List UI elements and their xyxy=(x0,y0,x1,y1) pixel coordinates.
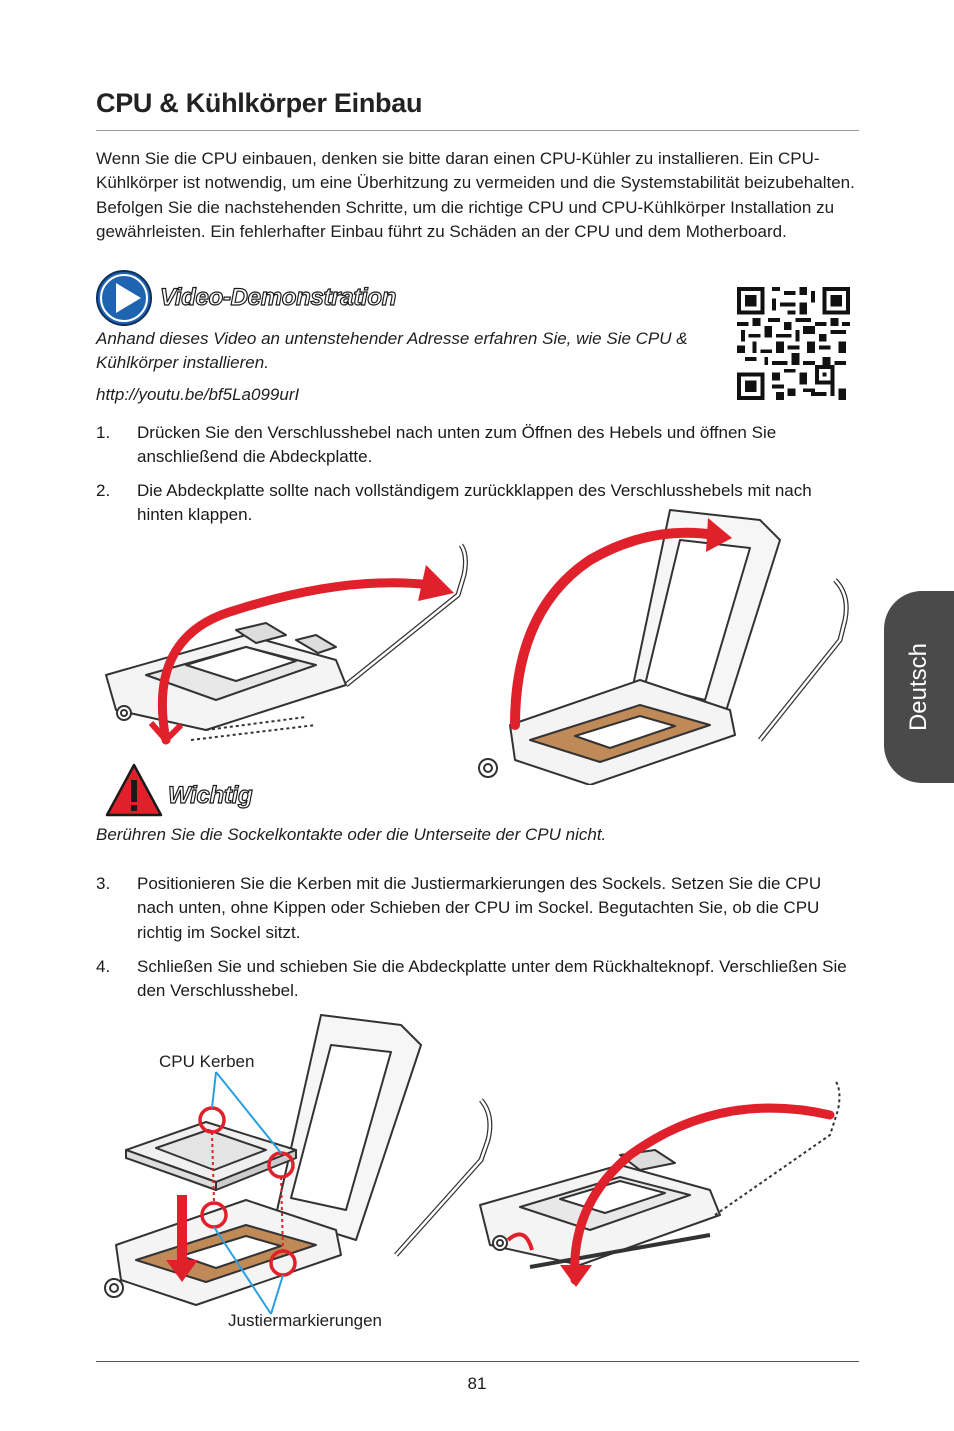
language-tab xyxy=(884,591,954,783)
page-number: 81 xyxy=(467,1374,487,1393)
warning-icon xyxy=(104,762,164,818)
title-divider xyxy=(96,130,859,131)
play-icon xyxy=(94,268,154,328)
step-text: Die Abdeckplatte sollte nach vollständigem zurückklappen des Verschlusshebels mit nach hinten klappen. xyxy=(137,481,812,525)
video-heading: Video-Demonstration xyxy=(160,284,397,311)
step-1 xyxy=(96,421,858,471)
step-number: 4. xyxy=(96,957,111,976)
footer-divider xyxy=(96,1361,859,1362)
video-url[interactable]: http://youtu.be/bf5La099urI xyxy=(96,385,300,404)
step-3 xyxy=(96,872,858,947)
step-number: 3. xyxy=(96,874,111,893)
video-description: Anhand dieses Video an untenstehender Adresse erfahren Sie, wie Sie CPU & Kühlkörper installieren. xyxy=(96,329,688,373)
language-tab-label: Deutsch xyxy=(905,642,932,732)
step-number: 1. xyxy=(96,423,111,442)
qr-code xyxy=(737,287,850,400)
step-4 xyxy=(96,955,858,1005)
step-text: Schließen Sie und schieben Sie die Abdeckplatte unter dem Rückhalteknopf. Verschließen Sie den Verschlusshebel. xyxy=(137,957,847,1001)
warning-text: Berühren Sie die Sockelkontakte oder die Unterseite der CPU nicht. xyxy=(96,825,607,844)
intro-paragraph: Wenn Sie die CPU einbauen, denken sie bitte daran einen CPU-Kühler zu installieren. Ein CPU-Kühlkörper ist notwendig, um eine Überhitzung zu vermeiden und die Systemstabilität beizubehalten. Befolgen Sie die nachstehenden Schritte, um die richtige CPU und CPU-Kühlkörper Installation zu gewährleisten. Ein fehlerhafter Einbau führt zu Schäden an der CPU und dem Motherboard. xyxy=(96,149,855,241)
cpu-notches-label: CPU Kerben xyxy=(159,1052,255,1071)
warning-heading: Wichtig xyxy=(168,782,253,809)
alignment-keys-label: Justiermarkierungen xyxy=(228,1311,383,1330)
step-text: Drücken Sie den Verschlusshebel nach unten zum Öffnen des Hebels und öffnen Sie anschließend die Abdeckplatte. xyxy=(137,423,777,467)
step-number: 2. xyxy=(96,481,111,500)
socket-open-plate-illustration xyxy=(470,500,860,785)
cpu-alignment-illustration xyxy=(96,1010,506,1320)
socket-close-illustration xyxy=(470,1075,860,1295)
socket-open-lever-illustration xyxy=(96,535,476,755)
page-title: CPU & Kühlkörper Einbau xyxy=(96,88,423,118)
step-text: Positionieren Sie die Kerben mit die Justiermarkierungen des Sockels. Setzen Sie die CPU nach unten, ohne Kippen oder Schieben der CPU im Sockel. Begutachten Sie, ob die CPU richtig im Sockel sitzt. xyxy=(137,874,822,942)
